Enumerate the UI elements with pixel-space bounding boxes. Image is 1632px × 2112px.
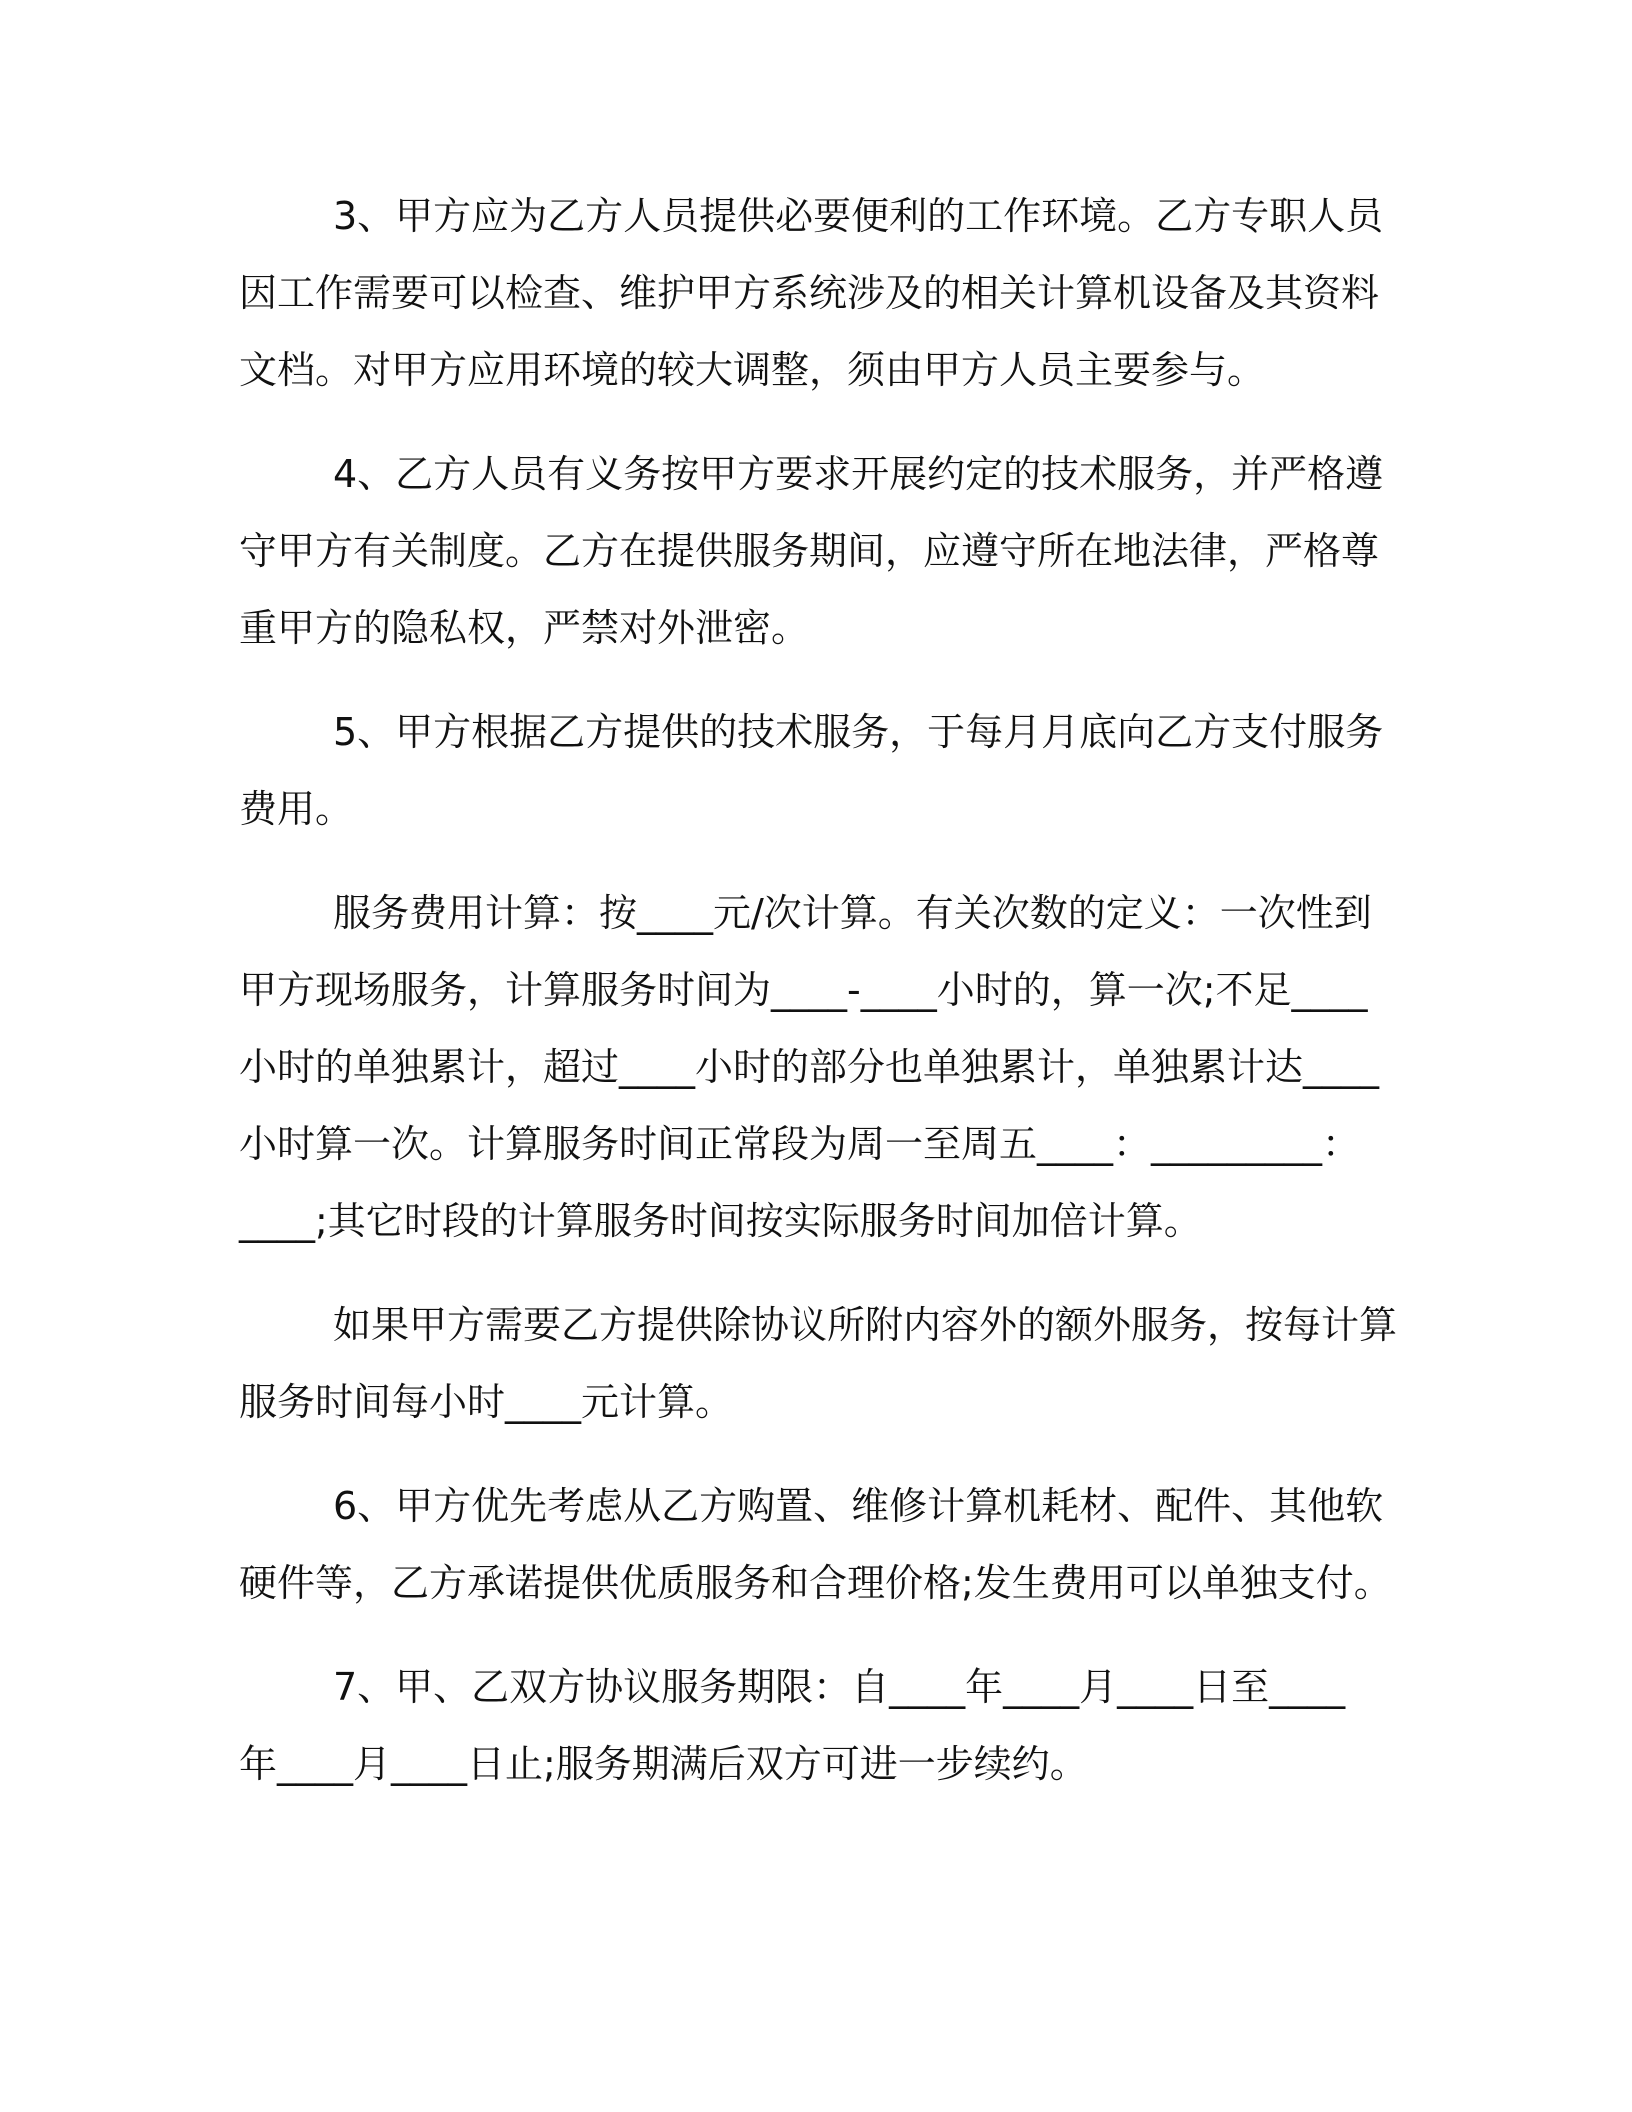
paragraph-4-line-3: 重甲方的隐私权，严禁对外泄密。	[239, 606, 810, 650]
paragraph-5-line-1: 5、甲方根据乙方提供的技术服务，于每月月底向乙方支付服务	[333, 710, 1384, 754]
extra-service-line-1: 如果甲方需要乙方提供除协议所附内容外的额外服务，按每计算	[333, 1303, 1398, 1347]
paragraph-6-line-1: 6、甲方优先考虑从乙方购置、维修计算机耗材、配件、其他软	[333, 1484, 1384, 1528]
paragraph-3-line-1: 3、甲方应为乙方人员提供必要便利的工作环境。乙方专职人员	[333, 194, 1384, 238]
fee-calc-line-5: ____;其它时段的计算服务时间按实际服务时间加倍计算。	[239, 1199, 1202, 1243]
paragraph-3-line-2: 因工作需要可以检查、维护甲方系统涉及的相关计算机设备及其资料	[239, 271, 1380, 315]
fee-calc-line-4: 小时算一次。计算服务时间正常段为周一至周五____：_________：	[239, 1122, 1361, 1166]
paragraph-6-line-2: 硬件等，乙方承诺提供优质服务和合理价格;发生费用可以单独支付。	[239, 1561, 1392, 1605]
extra-service-line-2: 服务时间每小时____元计算。	[239, 1380, 734, 1424]
fee-calc-line-3: 小时的单独累计，超过____小时的部分也单独累计，单独累计达____	[239, 1045, 1380, 1089]
fee-calc-line-2: 甲方现场服务，计算服务时间为____-____小时的，算一次;不足____	[239, 968, 1368, 1012]
paragraph-4-line-2: 守甲方有关制度。乙方在提供服务期间，应遵守所在地法律，严格尊	[239, 529, 1380, 573]
paragraph-3-line-3: 文档。对甲方应用环境的较大调整，须由甲方人员主要参与。	[239, 348, 1266, 392]
paragraph-4-line-1: 4、乙方人员有义务按甲方要求开展约定的技术服务，并严格遵	[333, 452, 1384, 496]
fee-calc-line-1: 服务费用计算：按____元/次计算。有关次数的定义：一次性到	[333, 891, 1372, 935]
paragraph-7-line-1: 7、甲、乙双方协议服务期限：自____年____月____日至____	[333, 1665, 1346, 1709]
paragraph-5-line-2: 费用。	[239, 787, 354, 831]
paragraph-7-line-2: 年____月____日止;服务期满后双方可进一步续约。	[239, 1742, 1088, 1786]
